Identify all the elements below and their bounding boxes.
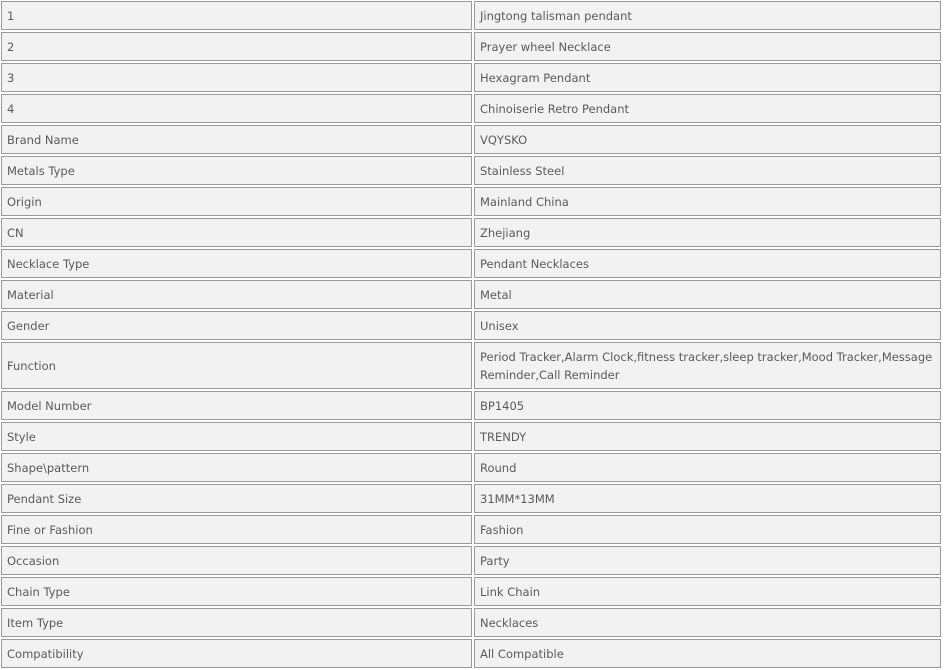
spec-key: Chain Type [1, 577, 472, 606]
spec-value: BP1405 [474, 391, 941, 420]
table-row [1, 280, 941, 309]
spec-key: Occasion [1, 546, 472, 575]
table-row [1, 32, 941, 61]
spec-value: Pendant Necklaces [474, 249, 941, 278]
table-row [1, 187, 941, 216]
spec-key: Compatibility [1, 639, 472, 668]
table-row [1, 1, 941, 30]
table-row [1, 342, 941, 389]
spec-key: 3 [1, 63, 472, 92]
spec-key: Item Type [1, 608, 472, 637]
table-row [1, 125, 941, 154]
spec-value: VQYSKO [474, 125, 941, 154]
table-row [1, 391, 941, 420]
spec-key: Model Number [1, 391, 472, 420]
spec-key: Style [1, 422, 472, 451]
table-row [1, 422, 941, 451]
table-row [1, 156, 941, 185]
spec-key: CN [1, 218, 472, 247]
spec-value: Round [474, 453, 941, 482]
spec-key: Gender [1, 311, 472, 340]
table-row [1, 484, 941, 513]
spec-key: 2 [1, 32, 472, 61]
spec-key: Necklace Type [1, 249, 472, 278]
spec-key: Pendant Size [1, 484, 472, 513]
spec-key: Metals Type [1, 156, 472, 185]
spec-value: Mainland China [474, 187, 941, 216]
spec-value: Necklaces [474, 608, 941, 637]
spec-value: Link Chain [474, 577, 941, 606]
spec-key: 1 [1, 1, 472, 30]
spec-value: Fashion [474, 515, 941, 544]
table-row [1, 94, 941, 123]
spec-key: Function [1, 342, 472, 389]
spec-key: Material [1, 280, 472, 309]
table-row [1, 639, 941, 668]
spec-value: Hexagram Pendant [474, 63, 941, 92]
table-row [1, 577, 941, 606]
spec-key: Origin [1, 187, 472, 216]
table-row [1, 311, 941, 340]
spec-value: Metal [474, 280, 941, 309]
table-row [1, 515, 941, 544]
spec-value: Chinoiserie Retro Pendant [474, 94, 941, 123]
spec-value: All Compatible [474, 639, 941, 668]
spec-value: Unisex [474, 311, 941, 340]
spec-value: Stainless Steel [474, 156, 941, 185]
spec-key: Shape\pattern [1, 453, 472, 482]
table-row [1, 218, 941, 247]
table-row [1, 453, 941, 482]
table-row [1, 63, 941, 92]
spec-value: Prayer wheel Necklace [474, 32, 941, 61]
spec-value: 31MM*13MM [474, 484, 941, 513]
table-row [1, 608, 941, 637]
table-row [1, 249, 941, 278]
table-row [1, 546, 941, 575]
spec-value: TRENDY [474, 422, 941, 451]
spec-value: Period Tracker,Alarm Clock,fitness tracker,sleep tracker,Mood Tracker,Message Reminder,Call Reminder [474, 342, 941, 389]
spec-key: 4 [1, 94, 472, 123]
specification-table-body [1, 1, 941, 668]
spec-value: Zhejiang [474, 218, 941, 247]
spec-value: Party [474, 546, 941, 575]
spec-value: Jingtong talisman pendant [474, 1, 941, 30]
spec-key: Brand Name [1, 125, 472, 154]
spec-key: Fine or Fashion [1, 515, 472, 544]
